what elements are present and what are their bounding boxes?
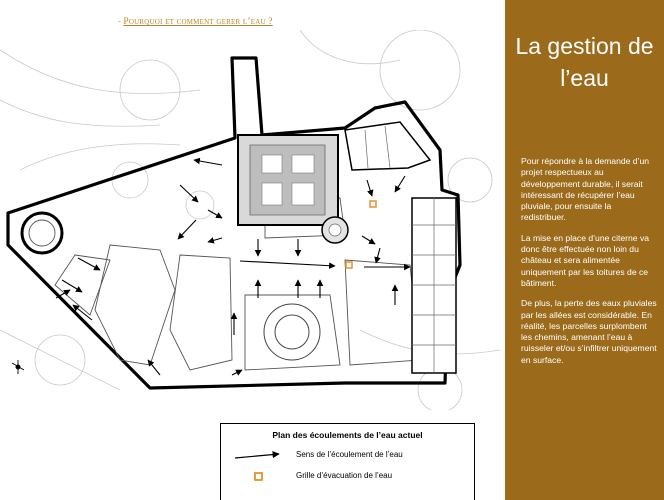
page-title — [118, 16, 273, 27]
title-prefix: - — [118, 16, 122, 26]
arrow-icon — [233, 450, 283, 462]
title-text: Pourquoi et comment gerer l’eau ? — [123, 17, 273, 27]
legend-title: Plan des écoulements de l’eau actuel — [272, 430, 423, 440]
site-boundary — [8, 58, 460, 388]
sidebar-body — [521, 156, 658, 375]
north-symbol — [12, 360, 24, 374]
castle-building — [238, 135, 348, 243]
sidebar-paragraph: De plus, la perte des eaux pluviales par les allées est considérable. En réalité, les parcelles surplombent les chemins, amenant l’eau à ruisseler et/ou s’infiltrer uniquement en surface. — [521, 298, 657, 365]
legend-item-flow-label: Sens de l’écoulement de l’eau — [296, 450, 403, 459]
outbuilding-north — [345, 122, 430, 170]
outbuilding-east — [412, 198, 456, 373]
tower-west — [22, 213, 62, 253]
drain-grates — [346, 201, 376, 268]
sidebar-paragraph: La mise en place d’une citerne va donc être effectuée non loin du château et sera alimentée uniquement par les toitures de ce bâtiment. — [521, 232, 650, 288]
sidebar-paragraph: Pour répondre à la demande d’un projet respectueux au développement durable, il serait intéressant de récupérer l’eau pluviale, pour ensuite la redistribuer. — [521, 156, 650, 223]
square-icon — [253, 471, 265, 483]
sidebar-panel — [505, 0, 664, 500]
sidebar-title-line2: l’eau — [560, 65, 609, 91]
round-lawn — [264, 304, 320, 360]
sidebar-title-line1: La gestion de — [515, 33, 654, 59]
site-plan — [0, 30, 500, 410]
legend-item-grate-label: Grille d’évacuation de l’eau — [296, 471, 393, 480]
sidebar-title — [505, 30, 664, 94]
legend-item-grate — [221, 471, 474, 485]
legend-item-flow — [221, 450, 474, 464]
legend-box — [220, 423, 475, 500]
flow-arrows — [56, 160, 410, 375]
